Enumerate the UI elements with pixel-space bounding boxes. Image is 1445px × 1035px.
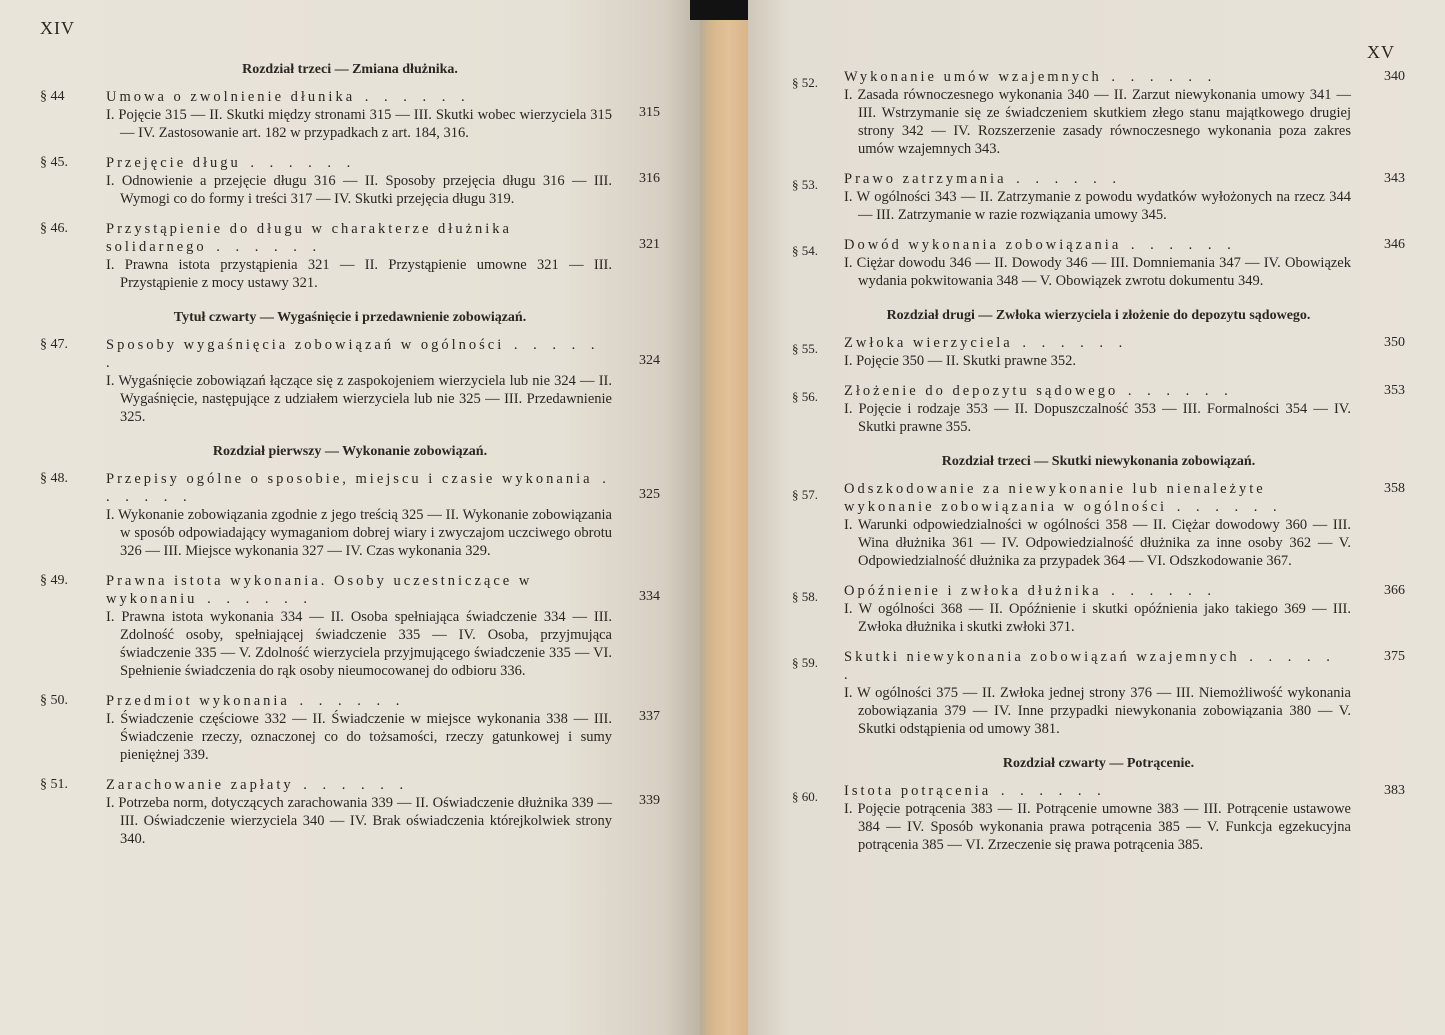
toc-entry [792, 68, 1405, 158]
section-number: § 59. [792, 655, 818, 670]
section-number: § 44 [40, 89, 65, 104]
toc-entry [792, 648, 1405, 738]
dot-leader: . . . . . . [1167, 499, 1283, 515]
dot-leader: . . . . . . [1101, 69, 1218, 85]
entry-detail: I. Wygaśnięcie zobowiązań łączące się z zaspokojeniem wierzyciela lub nie 324 — II. Wygaśnięcie, następujące z udziałem wierzyciela lub nie 325 — III. Przedawnienie 325. [106, 373, 612, 425]
entry-title: Sposoby wygaśnięcia zobowiązań w ogólności . . . . . . [106, 337, 601, 371]
section-number: § 52. [792, 75, 818, 90]
section-heading: Rozdział trzeci — Skutki niewykonania zobowiązań. [941, 454, 1256, 469]
entry-body [106, 572, 612, 680]
section-number: § 50. [40, 693, 68, 708]
dot-leader: . . . . . . [991, 783, 1107, 799]
entry-body [106, 470, 612, 560]
toc-entry [40, 572, 660, 680]
section-heading: Rozdział trzeci — Zmiana dłużnika. [242, 62, 458, 77]
dot-leader: . . . . . . [1101, 583, 1218, 599]
entry-body [844, 480, 1351, 570]
toc-entry [792, 582, 1405, 636]
entry-detail: I. Potrzeba norm, dotyczących zarachowania 339 — II. Oświadczenie dłużnika 339 — III. Oświadczenie wierzyciela 340 — IV. Brak oświadczenia którejkolwiek strony 340. [106, 795, 612, 847]
section-number: § 58. [792, 589, 818, 604]
section-number: § 47. [40, 337, 68, 352]
page-reference: 340 [1384, 69, 1405, 84]
entry-detail: I. W ogólności 375 — II. Zwłoka jednej strony 376 — III. Niemożliwość wykonania zobowiązania 379 — IV. Inne przypadki niewykonania zobowiązania 380 — V. Skutki odstąpienia od umowy 381. [844, 685, 1351, 737]
toc-entry [792, 382, 1405, 436]
section-heading: Rozdział czwarty — Potrącenie. [1002, 756, 1195, 771]
entry-body [844, 334, 1351, 370]
section-heading: Tytuł czwarty — Wygaśnięcie i przedawnienie zobowiązań. [173, 310, 527, 325]
entry-detail: I. Prawna istota wykonania 334 — II. Osoba spełniająca świadczenie 334 — III. Zdolność osoby, spełniającej świadczenie 335 — IV. Osoba, przyjmująca świadczenie 335 — V. Zdolność wierzyciela przyjmującego świadczenie 335 — VI. Spełnienie świadczenia do rąk osoby nieumocowanej do odbioru 336. [106, 609, 612, 679]
entry-body [844, 382, 1351, 436]
entry-body [106, 154, 612, 208]
entry-title: Złożenie do depozytu sądowego . . . . . . [844, 383, 1234, 399]
dot-leader: . . . . . . [106, 471, 612, 505]
section-number: § 45. [40, 155, 68, 170]
entry-title: Odszkodowanie za niewykonanie lub nienależyte wykonanie zobowiązania w ogólności . . . . . . [844, 481, 1283, 515]
page-reference: 337 [639, 709, 660, 724]
dot-leader: . . . . . . [1118, 383, 1234, 399]
page-reference: 375 [1384, 649, 1405, 664]
section-heading: Rozdział drugi — Zwłoka wierzyciela i złożenie do depozytu sądowego. [886, 308, 1311, 323]
entry-body [844, 236, 1351, 290]
dot-leader: . . . . . . [293, 777, 410, 793]
dot-leader: . . . . . . [1006, 171, 1123, 187]
left-page [0, 0, 700, 1035]
toc-entry [792, 236, 1405, 290]
entry-title: Prawna istota wykonania. Osoby uczestniczące w wykonaniu . . . . . . [106, 573, 533, 607]
section-number: § 54. [792, 243, 818, 258]
entry-detail: I. Pojęcie 315 — II. Skutki między stronami 315 — III. Skutki wobec wierzyciela 315 — IV. Zastosowanie art. 182 w przypadkach z art. 184, 316. [106, 107, 612, 141]
entry-detail: I. Pojęcie potrącenia 383 — II. Potrącenie umowne 383 — III. Potrącenie ustawowe 384 — IV. Sposób wykonania prawa potrącenia 385 — V. Funkcja egzekucyjna potrącenia 385 — VI. Zrzeczenie się prawa potrącenia 385. [844, 801, 1351, 853]
book-gutter [700, 0, 748, 1035]
toc-entry [792, 170, 1405, 224]
page-reference: 339 [639, 793, 660, 808]
toc-entry [40, 88, 660, 142]
page-reference: 383 [1384, 783, 1405, 798]
page-reference: 343 [1384, 171, 1405, 186]
entry-detail: I. W ogólności 343 — II. Zatrzymanie z powodu wydatków wyłożonych na rzecz 344 — III. Zatrzymanie w razie rozwiązania umowy 345. [844, 189, 1351, 223]
dot-leader: . . . . . . [106, 337, 601, 371]
page-reference: 366 [1384, 583, 1405, 598]
toc-entry [40, 470, 660, 560]
entry-detail: I. Świadczenie częściowe 332 — II. Świadczenie w miejsce wykonania 338 — III. Świadczenie rzeczy, oznaczonej co do tożsamości, rzeczy gatunkowej i sumy pieniężnej 339. [106, 711, 612, 763]
entry-detail: I. Zasada równoczesnego wykonania 340 — II. Zarzut niewykonania umowy 341 — III. Wstrzymanie się ze świadczeniem skutkiem złego stanu majątkowego drugiej strony 342 — IV. Rozszerzenie zasady równoczesnego wykonania poza zakres umów wzajemnych 343. [844, 87, 1351, 157]
entry-detail: I. Warunki odpowiedzialności w ogólności 358 — II. Ciężar dowodowy 360 — III. Wina dłużnika 361 — IV. Odpowiedzialność dłużnika za inne osoby 362 — V. Odpowiedzialność dłużnika za przypadek 364 — VI. Odszkodowanie 367. [844, 517, 1351, 569]
entry-title: Przystąpienie do długu w charakterze dłużnika solidarnego . . . . . . [106, 221, 512, 255]
toc-entry [40, 776, 660, 848]
entry-body [106, 776, 612, 848]
page-reference: 358 [1384, 481, 1405, 496]
toc-entry [40, 220, 660, 292]
section-number: § 56. [792, 389, 818, 404]
section-number: § 60. [792, 789, 818, 804]
entry-title: Dowód wykonania zobowiązania . . . . . . [844, 237, 1237, 253]
page-number: XV [1367, 42, 1395, 62]
entry-detail: I. Prawna istota przystąpienia 321 — II. Przystąpienie umowne 321 — III. Przystąpienie z mocy ustawy 321. [106, 257, 612, 291]
entry-title: Skutki niewykonania zobowiązań wzajemnych . . . . . . [844, 649, 1336, 683]
toc-blocks [40, 62, 660, 848]
entry-title: Przepisy ogólne o sposobie, miejscu i czasie wykonania . . . . . . [106, 471, 612, 505]
page-reference: 325 [639, 487, 660, 502]
entry-detail: I. Odnowienie a przejęcie długu 316 — II. Sposoby przejęcia długu 316 — III. Wymogi co do formy i treści 317 — IV. Skutki przejęcia długu 319. [106, 173, 612, 207]
entry-detail: I. W ogólności 368 — II. Opóźnienie i skutki opóźnienia jako takiego 369 — III. Zwłoka dłużnika i skutki zwłoki 371. [844, 601, 1351, 635]
page-reference: 350 [1384, 335, 1405, 350]
entry-title: Prawo zatrzymania . . . . . . [844, 171, 1123, 187]
entry-detail: I. Pojęcie i rodzaje 353 — II. Dopuszczalność 353 — III. Formalności 354 — IV. Skutki prawne 355. [844, 401, 1351, 435]
section-number: § 55. [792, 341, 818, 356]
entry-body [844, 648, 1351, 738]
entry-detail: I. Pojęcie 350 — II. Skutki prawne 352. [844, 353, 1076, 369]
page-reference: 321 [639, 237, 660, 252]
dot-leader: . . . . . . [1121, 237, 1237, 253]
page-reference: 353 [1384, 383, 1405, 398]
entry-body [106, 692, 612, 764]
entry-body [844, 782, 1351, 854]
section-number: § 49. [40, 573, 68, 588]
entry-title: Zwłoka wierzyciela . . . . . . [844, 335, 1129, 351]
page-number: XIV [40, 18, 75, 38]
entry-title: Zarachowanie zapłaty . . . . . . [106, 777, 410, 793]
entry-body [844, 68, 1351, 158]
page-reference: 346 [1384, 237, 1405, 252]
entry-body [844, 582, 1351, 636]
entry-body [106, 220, 612, 292]
page-reference: 324 [639, 353, 660, 368]
dot-leader: . . . . . . [1012, 335, 1129, 351]
toc-entry [40, 154, 660, 208]
page-reference: 315 [639, 105, 660, 120]
dot-leader: . . . . . . [197, 591, 313, 607]
entry-title: Umowa o zwolnienie dłunika . . . . . . [106, 89, 471, 105]
toc-entry [40, 692, 660, 764]
toc-entry [792, 480, 1405, 570]
toc-entry [792, 334, 1405, 370]
section-heading: Rozdział pierwszy — Wykonanie zobowiązań. [212, 444, 488, 459]
section-number: § 48. [40, 471, 68, 486]
dot-leader: . . . . . . [240, 155, 357, 171]
toc-entry [792, 782, 1405, 854]
right-page [748, 0, 1445, 1035]
entry-body [106, 88, 612, 142]
entry-detail: I. Wykonanie zobowiązania zgodnie z jego treścią 325 — II. Wykonanie zobowiązania w sposób odpowiadający wymaganiom dobrej wiary i zwyczajom uczciwego obrotu 326 — III. Miejsce wykonania 327 — IV. Czas wykonania 329. [106, 507, 612, 559]
section-number: § 46. [40, 221, 68, 236]
entry-title: Wykonanie umów wzajemnych . . . . . . [844, 69, 1218, 85]
entry-body [106, 336, 612, 426]
dot-leader: . . . . . . [355, 89, 471, 105]
toc-entry [40, 336, 660, 426]
entry-detail: I. Ciężar dowodu 346 — II. Dowody 346 — III. Domniemania 347 — IV. Obowiązek wydania pokwitowania 348 — V. Obowiązek zwrotu dokumentu 349. [844, 255, 1351, 289]
section-number: § 51. [40, 777, 68, 792]
section-number: § 57. [792, 487, 818, 502]
page-reference: 334 [639, 589, 660, 604]
dot-leader: . . . . . . [844, 649, 1336, 683]
entry-title: Przejęcie długu . . . . . . [106, 155, 357, 171]
entry-title: Opóźnienie i zwłoka dłużnika . . . . . . [844, 583, 1218, 599]
entry-body [844, 170, 1351, 224]
section-number: § 53. [792, 177, 818, 192]
dot-leader: . . . . . . [206, 239, 323, 255]
toc-blocks [792, 68, 1405, 854]
page-reference: 316 [639, 171, 660, 186]
dot-leader: . . . . . . [289, 693, 406, 709]
entry-title: Przedmiot wykonania . . . . . . [106, 693, 406, 709]
entry-title: Istota potrącenia . . . . . . [844, 783, 1107, 799]
